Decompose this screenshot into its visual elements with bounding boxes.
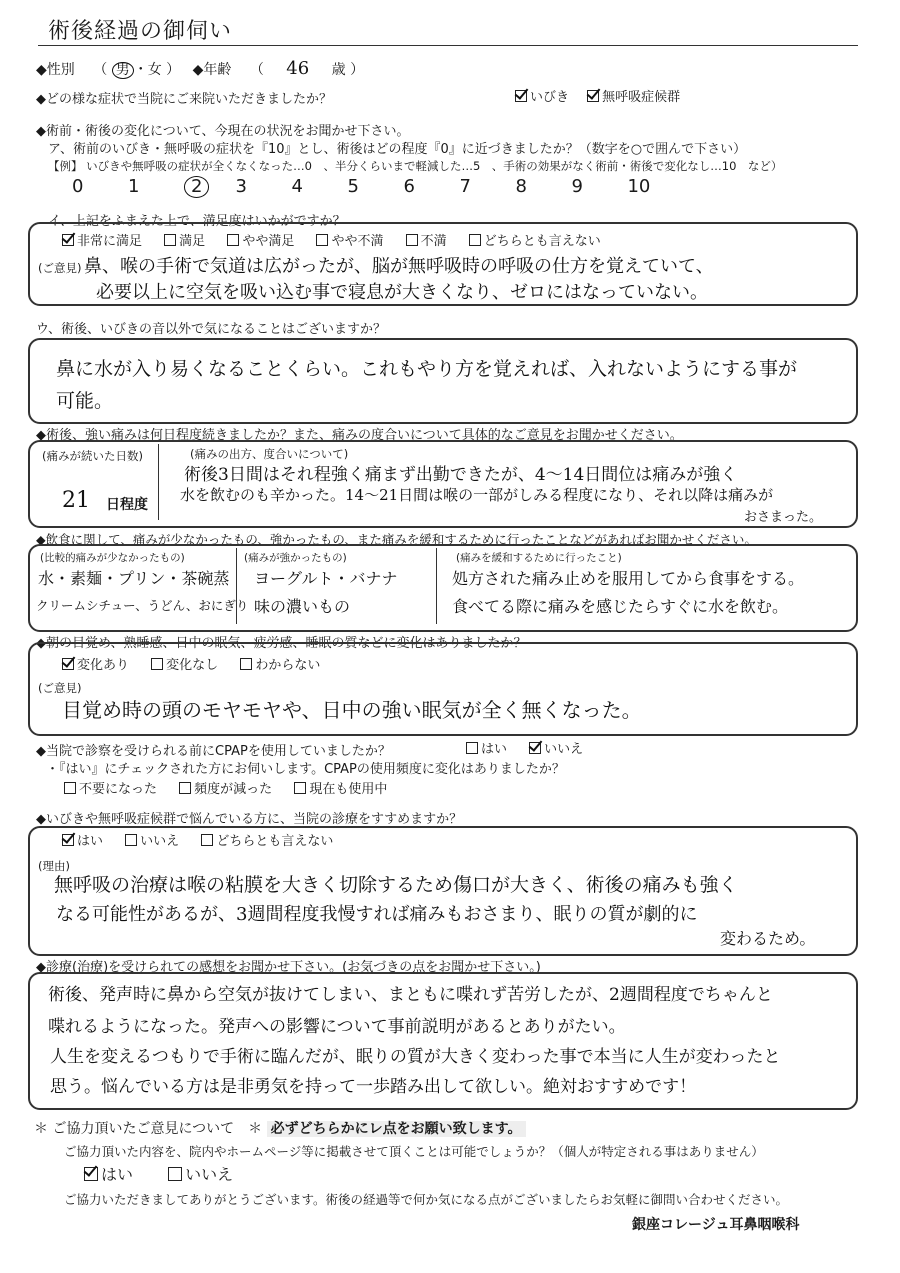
q2-scale xyxy=(72,176,683,198)
checkbox-icon xyxy=(62,234,74,246)
q7-option-unknown[interactable]: わからない xyxy=(240,658,320,673)
footer-options xyxy=(84,1162,233,1185)
footer-option-yes[interactable]: はい xyxy=(84,1165,133,1184)
clinic-name: 銀座コレージュ耳鼻咽喉科 xyxy=(632,1217,800,1233)
q3-option-dissatisfied[interactable]: 不満 xyxy=(406,234,447,249)
q6-col3-label: (痛みを緩和するために行ったこと) xyxy=(456,552,622,564)
q7-option-changed[interactable]: 変化あり xyxy=(62,658,129,673)
q3-option-satisfied[interactable]: 満足 xyxy=(164,234,205,249)
checkbox-icon xyxy=(469,234,481,246)
q10-answer-line3: 人生を変えるつもりで手術に臨んだが、眠りの質が大きく変わった事で本当に人生が変わったと xyxy=(50,1047,781,1067)
demographics-row: ◆性別 （ 男 ・女 ） ◆年齢 （ 46 歳 ） xyxy=(36,58,365,79)
scale-3[interactable]: 3 xyxy=(235,176,247,197)
checkbox-icon xyxy=(294,782,306,794)
q2-question: ◆術前・術後の変化について、今現在の状況をお聞かせ下さい。 xyxy=(36,124,410,139)
checkbox-icon xyxy=(84,1167,98,1181)
q3-question: イ、上記をふまえた上で、満足度はいかがですか？ xyxy=(48,214,346,229)
q6-col1-label: (比較的痛みが少なかったもの) xyxy=(40,552,185,564)
checkbox-icon xyxy=(406,234,418,246)
footer-thanks: ご協力いただきましてありがとうございます。術後の経過等で何か気になる点がございましたらお気軽に御問い合わせください。 xyxy=(64,1192,789,1207)
scale-7[interactable]: 7 xyxy=(459,176,471,197)
q6-question: ◆飲食に関して、痛みが少なかったもの、強かったもの、また痛みを緩和するために行ったことなどがあればお聞かせください。 xyxy=(36,532,757,547)
q3-option-somewhat-satisfied[interactable]: やや満足 xyxy=(227,234,294,249)
q6-col2-line1: ヨーグルト・バナナ xyxy=(254,569,398,588)
q9-options xyxy=(62,830,351,849)
q8-sub-question: ・『はい』にチェックされた方にお伺いします。CPAPの使用頻度に変化はありましたか？ xyxy=(46,762,565,777)
q5-days-value: 21 xyxy=(62,488,90,513)
footer-note1: ＊ ご協力頂いたご意見について ＊ xyxy=(34,1121,263,1137)
q5-detail-line2: 水を飲むのも辛かった。14～21日間は喉の一部がしみる程度になり、それ以降は痛みが xyxy=(180,486,774,504)
scale-0[interactable]: 0 xyxy=(72,176,84,197)
q2-example: 【例】 いびきや無呼吸の症状が全くなくなった…0 、半分くらいまで軽減した…5 、手術の効果がなく術前・術後で変化なし…10 など） xyxy=(48,159,783,173)
q3-opinion-label: (ご意見) xyxy=(38,261,82,275)
footer-note xyxy=(34,1118,526,1138)
page-title: 術後経過の御伺い xyxy=(48,19,233,44)
footer-note2: 必ずどちらかにレ点をお願い致します。 xyxy=(267,1121,526,1137)
q5-detail-line3: おさまった。 xyxy=(744,510,823,525)
scale-1[interactable]: 1 xyxy=(128,176,140,197)
checkbox-icon xyxy=(227,234,239,246)
age-unit: 歳 xyxy=(331,62,346,78)
checkbox-icon xyxy=(466,742,478,754)
checkbox-icon xyxy=(168,1167,182,1181)
q8-option-yes[interactable]: はい xyxy=(466,742,507,757)
q4-answer-line2: 可能。 xyxy=(56,390,114,412)
q6-divider-2 xyxy=(436,548,437,624)
q3-option-somewhat-dissatisfied[interactable]: やや不満 xyxy=(316,234,383,249)
q1-options xyxy=(515,86,680,105)
q9-option-no[interactable]: いいえ xyxy=(125,834,179,849)
q1-option-snoring[interactable]: いびき xyxy=(515,90,569,105)
q4-answer-line1: 鼻に水が入り易くなることくらい。これもやり方を覚えれば、入れないようにする事が xyxy=(56,358,798,380)
footer-question: ご協力頂いた内容を、院内やホームページ等に掲載させて頂くことは可能でしょうか？（個人が特定される事はありません） xyxy=(64,1144,764,1159)
scale-4[interactable]: 4 xyxy=(291,176,303,197)
q5-days-label: (痛みが続いた日数) xyxy=(42,449,143,463)
age-value[interactable]: 46 xyxy=(286,58,310,79)
q6-col1-line1: 水・素麺・プリン・茶碗蒸 xyxy=(38,569,230,588)
q6-col2-label: (痛みが強かったもの) xyxy=(244,552,347,564)
checkbox-icon xyxy=(151,658,163,670)
title-underline xyxy=(38,45,858,46)
q3-answer-line2: 必要以上に空気を吸い込む事で寝息が大きくなり、ゼロにはなっていない。 xyxy=(96,282,708,303)
checkbox-icon xyxy=(515,90,527,102)
q9-reason-line2: なる可能性があるが、3週間程度我慢すれば痛みもおさまり、眠りの質が劇的に xyxy=(56,904,698,925)
checkbox-icon xyxy=(62,834,74,846)
q8-sub-option-reduced[interactable]: 頻度が減った xyxy=(179,782,272,797)
q3-option-very-satisfied[interactable]: 非常に満足 xyxy=(62,234,142,249)
q3-option-neutral[interactable]: どちらとも言えない xyxy=(469,234,601,249)
q5-question: ◆術後、強い痛みは何日程度続きましたか？また、痛みの度合いについて具体的なご意見をお聞かせください。 xyxy=(36,428,683,443)
scale-5[interactable]: 5 xyxy=(347,176,359,197)
q9-reason-line1: 無呼吸の治療は喉の粘膜を大きく切除するため傷口が大きく、術後の痛みも強く xyxy=(54,874,738,896)
q8-sub-option-unnecessary[interactable]: 不要になった xyxy=(64,782,157,797)
q9-reason-label: (理由) xyxy=(38,859,70,873)
q10-answer-line1: 術後、発声時に鼻から空気が抜けてしまい、まともに喋れず苦労したが、2週間程度でちゃんと xyxy=(48,985,773,1005)
q8-sub-option-still-using[interactable]: 現在も使用中 xyxy=(294,782,387,797)
q6-col3-line1: 処方された痛み止めを服用してから食事をする。 xyxy=(452,569,805,588)
footer-option-no[interactable]: いいえ xyxy=(168,1165,233,1184)
age-label: ◆年齢 xyxy=(192,62,232,78)
checkbox-icon xyxy=(164,234,176,246)
q9-question: ◆いびきや無呼吸症候群で悩んでいる方に、当院の診療をすすめますか？ xyxy=(36,812,463,827)
q10-answer-line4: 思う。悩んでいる方は是非勇気を持って一歩踏み出して欲しい。絶対おすすめです！ xyxy=(50,1077,697,1097)
q6-col2-line2: 味の濃いもの xyxy=(254,597,351,616)
q7-options xyxy=(62,654,338,673)
q2-sub-a: ア、術前のいびき・無呼吸の症状を『10』とし、術後はどの程度『0』に近づきましたか？（数字を○で囲んで下さい） xyxy=(48,142,747,157)
q3-answer-line1: 鼻、喉の手術で気道は広がったが、脳が無呼吸時の呼吸の仕方を覚えていて、 xyxy=(84,256,714,277)
scale-10[interactable]: 10 xyxy=(627,176,651,197)
q9-option-yes[interactable]: はい xyxy=(62,834,103,849)
scale-9[interactable]: 9 xyxy=(571,176,583,197)
scale-6[interactable]: 6 xyxy=(403,176,415,197)
q10-answer-line2: 喋れるようになった。発声への影響について事前説明があるとありがたい。 xyxy=(48,1017,626,1037)
checkbox-icon xyxy=(62,658,74,670)
q4-box xyxy=(28,338,858,424)
checkbox-icon xyxy=(125,834,137,846)
q6-col3-line2: 食べてる際に痛みを感じたらすぐに水を飲む。 xyxy=(452,597,789,616)
checkbox-icon xyxy=(201,834,213,846)
q8-options xyxy=(466,738,583,757)
checkbox-icon xyxy=(179,782,191,794)
q4-question: ウ、術後、いびきの音以外で気になることはございますか？ xyxy=(36,322,386,337)
gender-male-option[interactable]: 男 xyxy=(112,62,134,79)
checkbox-icon xyxy=(587,90,599,102)
q10-question: ◆診療(治療)を受けられての感想をお聞かせ下さい。(お気づきの点をお聞かせ下さい。) xyxy=(36,960,541,975)
q7-opinion-label: (ご意見) xyxy=(38,681,82,695)
q8-question: ◆当院で診察を受けられる前にCPAPを使用していましたか？ xyxy=(36,744,391,759)
gender-female-option[interactable]: 女 xyxy=(147,62,162,78)
q5-days-unit: 日程度 xyxy=(106,497,148,513)
q7-question: ◆朝の目覚め、熟睡感、日中の眠気、疲労感、睡眠の質などに変化はありましたか？ xyxy=(36,636,527,651)
q6-col1-line2: クリームシチュー、うどん、おにぎり xyxy=(36,598,249,613)
q8-sub-options xyxy=(64,778,405,797)
q9-option-neutral[interactable]: どちらとも言えない xyxy=(201,834,333,849)
checkbox-icon xyxy=(529,742,541,754)
scale-8[interactable]: 8 xyxy=(515,176,527,197)
q5-detail-label: (痛みの出方、度合いについて) xyxy=(190,447,349,461)
q7-option-no-change[interactable]: 変化なし xyxy=(151,658,218,673)
q5-detail-line1: 術後3日間はそれ程強く痛まず出勤できたが、4～14日間位は痛みが強く xyxy=(184,465,738,485)
checkbox-icon xyxy=(316,234,328,246)
q1-option-apnea[interactable]: 無呼吸症候群 xyxy=(587,90,680,105)
q5-divider xyxy=(158,444,159,520)
q3-options xyxy=(62,230,619,249)
q1-question: ◆どの様な症状で当院にご来院いただきましたか？ xyxy=(36,92,332,107)
q7-answer-line1: 目覚め時の頭のモヤモヤや、日中の強い眠気が全く無くなった。 xyxy=(62,698,642,722)
q9-reason-line3: 変わるため。 xyxy=(720,929,816,948)
scale-2[interactable]: 2 xyxy=(184,176,209,198)
q8-option-no[interactable]: いいえ xyxy=(529,742,583,757)
gender-label: ◆性別 xyxy=(36,62,75,78)
checkbox-icon xyxy=(64,782,76,794)
checkbox-icon xyxy=(240,658,252,670)
